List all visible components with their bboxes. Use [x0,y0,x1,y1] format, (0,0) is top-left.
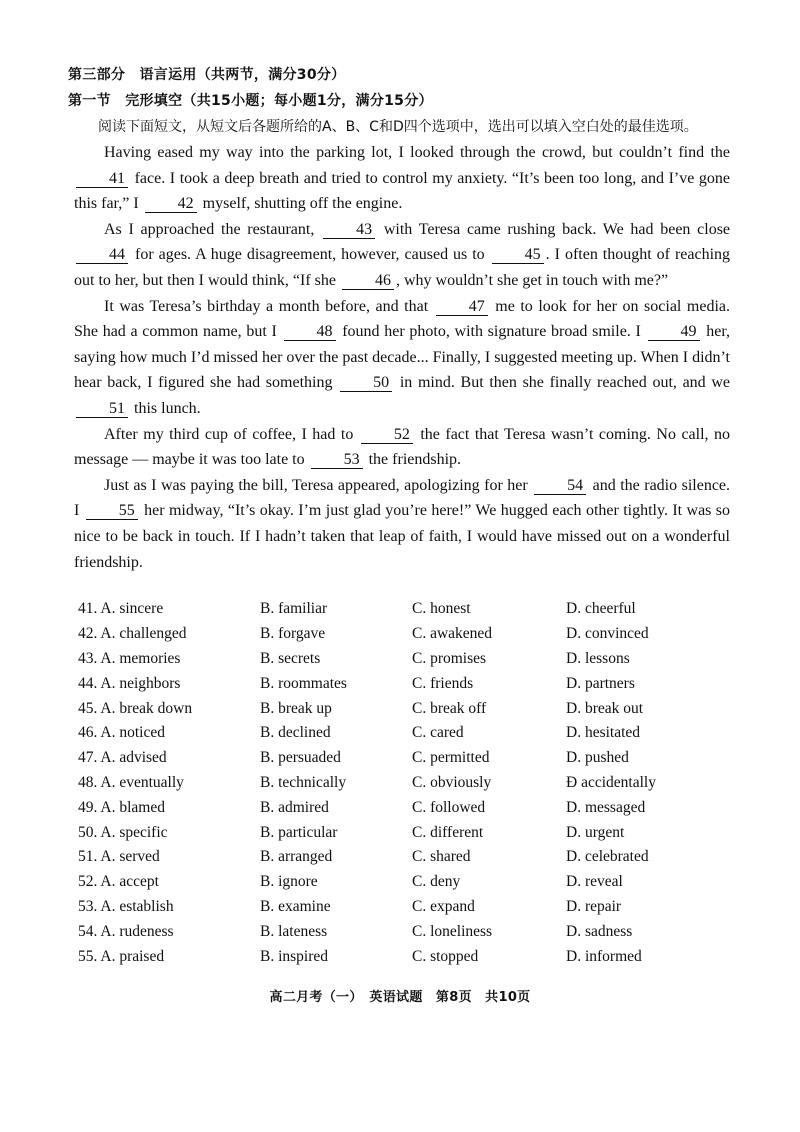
option-c: C. break off [412,699,487,717]
option-c: C. awakened [412,625,493,643]
passage-text: for ages. A huge disagreement, however, caused us to [134,246,485,264]
option-a: 45. A. break down [78,699,193,717]
option-row-54 [78,919,738,944]
option-a: 51. A. served [78,848,160,866]
option-a: 49. A. blamed [78,798,165,816]
option-b: B. declined [260,724,331,742]
blank-55: 55 [86,502,138,520]
passage-text: , why wouldn’t she get in touch with me?” [395,271,669,289]
passage-text: me to look for her on social media. She had a common name, but I [74,297,731,341]
passage-text: found her photo, with signature broad smile. I [342,323,641,341]
blank-42: 42 [145,195,197,213]
option-a: 41. A. sincere [78,600,164,618]
passage-text: her midway, “It’s okay. I’m just glad you’re here!” We hugged each other tightly. It was so nice to be back in touch. If I hadn’t taken that leap of faith, I would have missed out on a wonderful friendship. [74,502,731,571]
paragraph-2 [74,217,730,294]
option-b: B. ignore [260,873,318,891]
option-a: 50. A. specific [78,823,168,841]
option-d: D. urgent [566,823,625,841]
option-a: 44. A. neighbors [78,674,181,692]
option-c: C. loneliness [412,922,493,940]
passage-text: Having eased my way into the parking lot, I looked through the crowd, but couldn’t find the [104,144,730,161]
option-d: D. partners [566,674,635,692]
option-row-49 [78,795,738,820]
option-d: D. repair [566,897,622,915]
option-c: C. shared [412,848,471,866]
paragraph-5 [74,473,730,575]
passage-text: in mind. But then she finally reached out, and we [399,374,731,392]
option-a: 55. A. praised [78,947,165,965]
option-row-44 [78,671,738,696]
option-row-50 [78,820,738,845]
option-d: D. cheerful [566,600,636,618]
option-row-43 [78,647,738,672]
passage-text: this lunch. [134,399,201,417]
option-c: C. friends [412,674,474,692]
paragraph-1 [74,140,730,217]
option-b: B. arranged [260,848,333,866]
passage-text: and the radio silence. I [74,476,731,520]
blank-47: 47 [436,298,488,316]
passage-text: Just as I was paying the bill, Teresa appeared, apologizing for her [104,476,528,494]
option-c: C. stopped [412,947,479,965]
option-c: C. deny [412,873,461,891]
blank-53: 53 [311,451,363,469]
passage-text: the fact that Teresa wasn’t coming. No call, no message — maybe it was too late to [74,425,731,469]
blank-52: 52 [361,426,413,444]
option-b: B. roommates [260,674,347,692]
paragraph-4 [74,422,730,473]
passage-text: As I approached the restaurant, [104,220,315,238]
blank-46: 46 [342,272,394,290]
option-d: D. reveal [566,873,623,891]
option-d: D. pushed [566,749,629,767]
blank-45: 45 [492,246,544,264]
option-d: D. sadness [566,922,633,940]
option-row-41 [78,597,738,622]
answer-options [78,597,738,969]
option-row-48 [78,771,738,796]
option-c: C. followed [412,798,486,816]
cloze-passage [74,140,730,575]
passage-text: face. I took a deep breath and tried to control my anxiety. “It’s been too long, and I’ve gone this far,” I [74,169,731,213]
option-d: D. informed [566,947,642,965]
option-b: B. lateness [260,922,328,940]
option-b: B. break up [260,699,332,717]
page-footer: 高二月考（一） 英语试题 第8页 共10页 [269,990,531,1005]
passage-text: with Teresa came rushing back. We had been close [383,220,731,238]
option-a: 43. A. memories [78,649,181,667]
option-row-42 [78,622,738,647]
option-c: C. permitted [412,749,490,767]
option-c: C. different [412,823,484,841]
option-d: D. lessons [566,649,630,667]
passage-text: . I often thought of reaching out to her, but then I would think, “If she [74,246,731,289]
passage-text: her, saying how much I’d missed her over the past decade... Finally, I suggested meeting up. When I didn’t hear back, I figured she had something [74,323,731,392]
paragraph-3 [74,294,730,422]
option-row-55 [78,944,738,969]
option-b: B. forgave [260,625,326,643]
option-c: C. expand [412,897,475,915]
option-b: B. admired [260,798,329,816]
option-a: 42. A. challenged [78,625,187,643]
option-c: C. promises [412,649,487,667]
passage-text: It was Teresa’s birthday a month before, and that [104,297,429,315]
blank-41: 41 [76,170,128,188]
option-d: D. celebrated [566,848,649,866]
option-row-45 [78,696,738,721]
option-d: D. hesitated [566,724,641,742]
part-heading: 第三部分 语言运用（共两节，满分30分） [68,67,346,83]
option-d: D. messaged [566,798,646,816]
blank-44: 44 [76,246,128,264]
option-row-47 [78,746,738,771]
option-b: B. secrets [260,649,321,667]
option-a: 52. A. accept [78,873,159,891]
option-a: 54. A. rudeness [78,922,174,940]
passage-text: After my third cup of coffee, I had to [104,425,354,443]
blank-43: 43 [323,221,375,239]
option-row-51 [78,845,738,870]
option-a: 47. A. advised [78,749,167,767]
blank-51: 51 [76,400,128,418]
option-b: B. familiar [260,600,328,618]
option-row-46 [78,721,738,746]
option-a: 48. A. eventually [78,773,184,791]
instruction-text: 阅读下面短文，从短文后各题所给的A、B、C和D四个选项中，选出可以填入空白处的最佳选项。 [98,119,698,135]
option-c: C. obviously [412,773,492,791]
option-row-52 [78,870,738,895]
blank-50: 50 [340,374,392,392]
option-d: Đ accidentally [566,773,656,791]
option-b: B. technically [260,773,347,791]
option-b: B. examine [260,897,331,915]
option-a: 46. A. noticed [78,724,165,742]
option-b: B. inspired [260,947,329,965]
blank-54: 54 [534,477,586,495]
blank-48: 48 [284,323,336,341]
option-d: D. convinced [566,625,649,643]
option-b: B. particular [260,823,338,841]
option-a: 53. A. establish [78,897,174,915]
passage-text: the friendship. [368,451,462,469]
option-c: C. cared [412,724,464,742]
option-c: C. honest [412,600,471,618]
option-d: D. break out [566,699,644,717]
passage-text: myself, shutting off the engine. [202,195,403,213]
section-heading: 第一节 完形填空（共15小题；每小题1分，满分15分） [68,93,433,109]
blank-49: 49 [648,323,700,341]
option-row-53 [78,895,738,920]
option-b: B. persuaded [260,749,341,767]
